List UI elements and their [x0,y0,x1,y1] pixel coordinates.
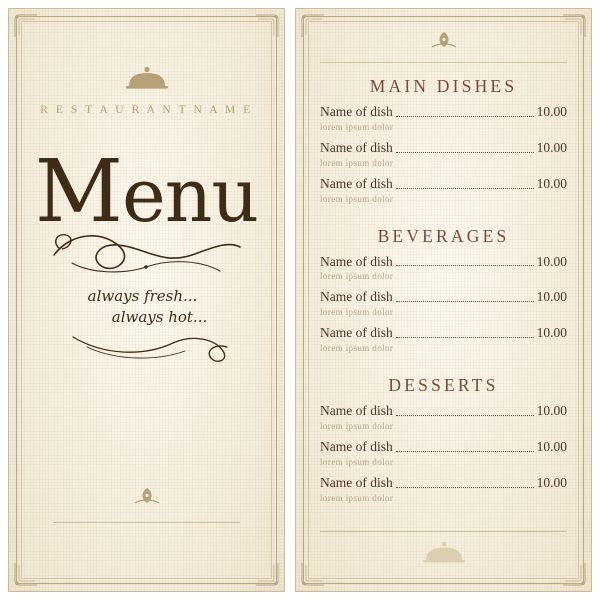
menu-item-price: 10.00 [536,474,567,490]
section-title: DESSERTS [388,375,499,396]
menu-item-name: Name of dish [320,403,393,419]
page-title [34,142,259,242]
menu-item-description: lorem ipsum dolor [320,271,394,282]
menu-item-name: Name of dish [320,438,393,454]
menu-section [320,63,567,213]
tagline [35,286,258,327]
menu-item-description: lorem ipsum dolor [320,456,394,467]
menu-item[interactable] [320,440,567,467]
cloche-icon [124,65,170,98]
menu-item[interactable] [320,177,567,204]
cover-bottom-ornament [31,485,262,523]
menu-item-price: 10.00 [536,175,567,191]
leader-dots [396,292,534,302]
list-bottom-divider [320,531,567,532]
menu-list-panel [295,8,592,592]
section-title: MAIN DISHES [369,76,518,96]
menu-item-name: Name of dish [320,139,393,155]
list-spacer [320,512,567,525]
cloche-icon [320,540,567,571]
leader-dots [396,179,534,189]
tagline-line-1: always fresh... [87,287,198,306]
menu-item-name: Name of dish [320,104,393,119]
menu-cover-panel [8,8,285,592]
menu-section [320,362,567,512]
menu-item-price: 10.00 [536,289,567,305]
menu-item-name: Name of dish [320,175,393,191]
floral-ornament-icon [31,485,262,512]
menu-item-description: lorem ipsum dolor [320,492,394,503]
restaurant-name: R E S T A U R A N T N A M E [40,104,253,116]
leader-dots [396,406,534,416]
menu-item-description: lorem ipsum dolor [320,157,394,168]
menu-title-block [34,142,259,372]
flourish-tail-icon [35,327,258,372]
list-bottom-ornament [320,525,567,571]
menu-item[interactable] [320,290,567,317]
menu-item-description: lorem ipsum dolor [320,193,394,204]
menu-list [320,29,567,571]
leader-dots [396,328,534,338]
menu-title-capital: M [34,142,122,242]
floral-ornament-icon [320,29,567,63]
menu-item-name: Name of dish [320,253,393,269]
menu-section [320,213,567,363]
tagline-line-2: always hot... [111,307,208,326]
menu-item-name: Name of dish [320,474,393,490]
leader-dots [396,478,534,488]
menu-item[interactable] [320,404,567,431]
menu-item-price: 10.00 [536,403,567,419]
menu-title-rest: enu [121,153,259,239]
menu-item[interactable] [320,326,567,353]
menu-item[interactable] [320,255,567,282]
leader-dots [396,256,534,266]
leader-dots [396,107,534,117]
menu-item[interactable] [320,476,567,503]
section-title: BEVERAGES [377,225,510,246]
cover-divider [53,522,240,523]
menu-item[interactable] [320,141,567,168]
menu-item-name: Name of dish [320,289,393,305]
menu-item[interactable] [320,105,567,132]
menu-item-description: lorem ipsum dolor [320,343,394,354]
menu-item-description: lorem ipsum dolor [320,121,394,132]
leader-dots [396,442,534,452]
menu-item-price: 10.00 [536,253,567,269]
menu-item-price: 10.00 [536,325,567,341]
menu-item-price: 10.00 [536,438,567,454]
menu-item-description: lorem ipsum dolor [320,307,394,318]
menu-item-price: 10.00 [536,104,567,119]
menu-item-name: Name of dish [320,325,393,341]
leader-dots [396,143,534,153]
menu-item-description: lorem ipsum dolor [320,420,394,431]
menu-item-price: 10.00 [536,139,567,155]
